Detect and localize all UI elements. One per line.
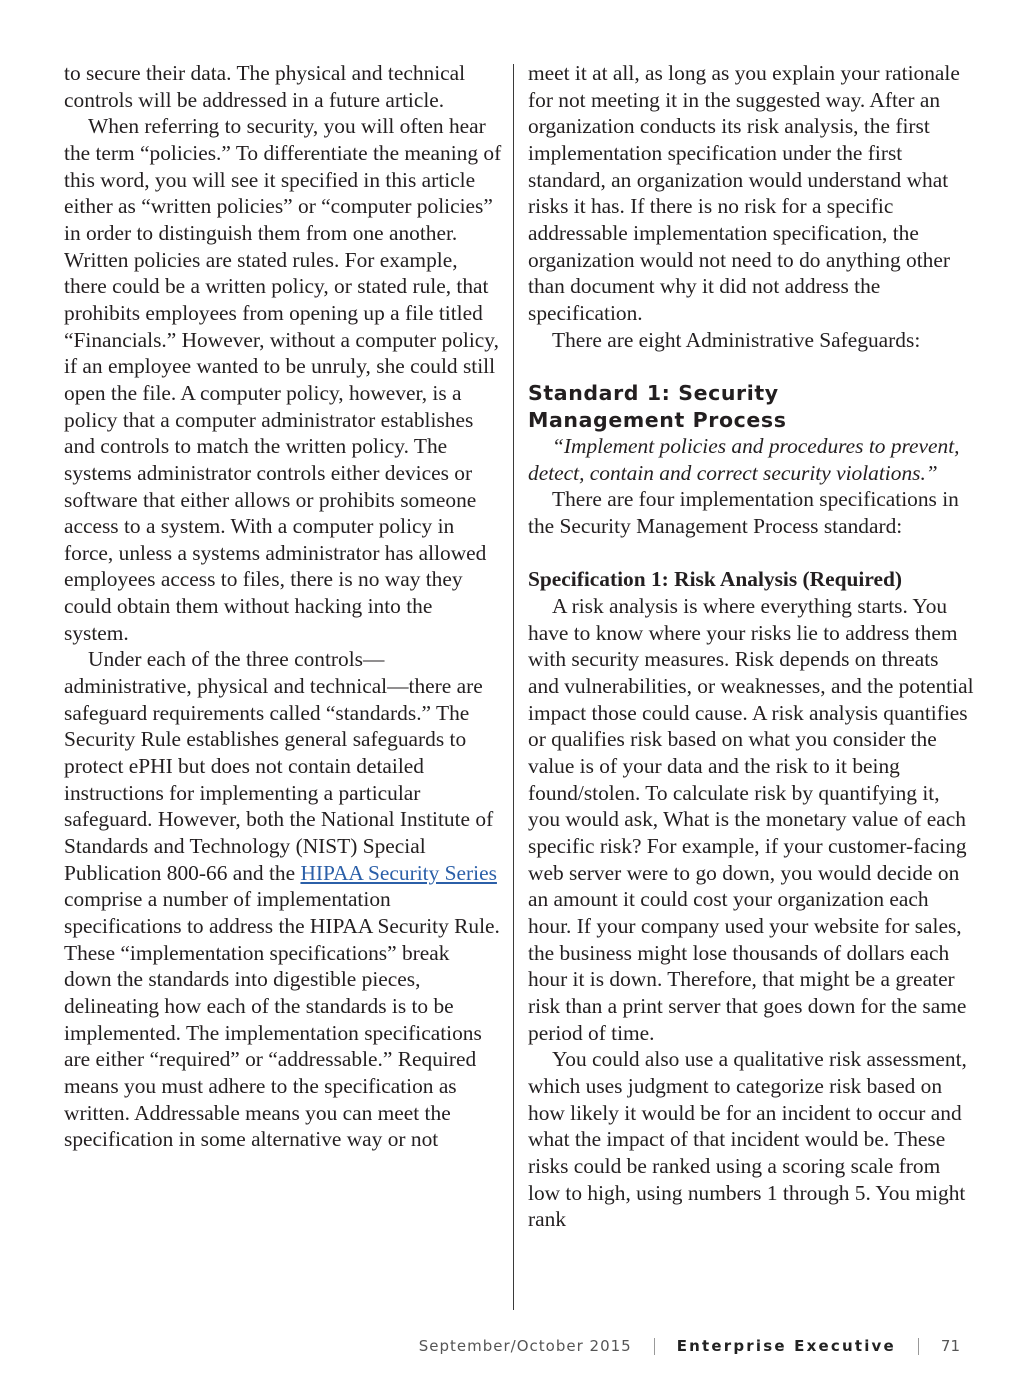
body-paragraph: to secure their data. The physical and technical controls will be addressed in a future article. [64, 61, 466, 112]
right-column [528, 60, 974, 1233]
standard-heading-line: Standard 1: Security [528, 380, 779, 405]
magazine-title: Enterprise Executive [676, 1337, 896, 1355]
standard-quote: “Implement policies and procedures to prevent, detect, contain and correct security violations.” [528, 434, 960, 485]
spacer [528, 353, 974, 380]
standard-heading-line: Management Process [528, 407, 787, 432]
body-paragraph [64, 646, 502, 1152]
body-text: Under each of the three controls—administrative, physical and technical—there are safeguard requirements called “standards.” The Security Rule establishes general safeguards to protect ePHI but does not contain detailed instructions for implementing a particular safeguard. However, both the National Institute of Standards and Technology (NIST) Special Publication 800-66 and the [64, 647, 494, 885]
footer-separator [918, 1338, 919, 1355]
specification-heading: Specification 1: Risk Analysis (Required) [528, 567, 902, 592]
left-column [64, 60, 502, 1153]
footer-separator [654, 1338, 655, 1355]
page-footer [419, 1333, 960, 1359]
page-number: 71 [940, 1337, 960, 1355]
body-paragraph: meet it at all, as long as you explain your rationale for not meeting it in the suggested way. After an organization conducts its risk analysis, the first implementation specification under the first standard, an organization would understand what risks it has. If there is no risk for a specific addressable implementation specification, the organization would not need to do anything other than document why it did not address the specification. [528, 61, 960, 325]
column-divider [513, 64, 514, 1310]
hipaa-security-series-link[interactable]: HIPAA Security Series [300, 860, 497, 885]
body-paragraph: When referring to security, you will often hear the term “policies.” To differentiate the meaning of this word, you will see it specified in this article either as “written policies” or “computer policies” in order to distinguish them from one another. Written policies are stated rules. For example, there could be a written policy, or stated rule, that prohibits employees from opening up a file titled “Financials.” However, without a computer policy, if an employee wanted to be unruly, she could still open the file. A computer policy, however, is a policy that a computer administrator establishes and controls to match the written policy. The systems administrator controls either devices or software that either allows or prohibits someone access to a system. With a computer policy in force, unless a systems administrator has allowed employees access to files, there is no way they could obtain them without hacking into the system. [64, 114, 502, 645]
spacer [528, 540, 974, 567]
standard-heading [528, 380, 974, 433]
issue-date: September/October 2015 [418, 1337, 632, 1355]
body-paragraph: There are four implementation specifications in the Security Management Process standard: [528, 487, 959, 539]
body-paragraph: There are eight Administrative Safeguards: [552, 327, 921, 352]
body-paragraph: You could also use a qualitative risk assessment, which uses judgment to categorize risk based on how likely it would be for an incident to occur and what the impact of that incident would be. These risks could be ranked using a scoring scale from low to high, using numbers 1 through 5. You might rank [528, 1047, 967, 1232]
body-paragraph: A risk analysis is where everything starts. You have to know where your risks lie to address them with security measures. Risk depends on threats and vulnerabilities, or weaknesses, and the potential impact those could cause. A risk analysis quantifies or qualifies risk based on what you consider the value is of your data and the risk to it being found/stolen. To calculate risk by quantifying it, you would ask, What is the monetary value of each specific risk? For example, if your customer-facing web server were to go down, you would decide on an amount it could cost your organization each hour. If your company used your website for sales, the business might lose thousands of dollars each hour it is down. Therefore, that might be a greater risk than a print server that goes down for the same period of time. [528, 594, 974, 1045]
body-text: comprise a number of implementation specifications to address the HIPAA Security Rule. These “implementation specifications” break down the standards into digestible pieces, delineating how each of the standards is to be implemented. The implementation specifications are either “required” or “addressable.” Required means you must adhere to the specification as written. Addressable means you can meet the specification in some alternative way or not [64, 887, 500, 1152]
